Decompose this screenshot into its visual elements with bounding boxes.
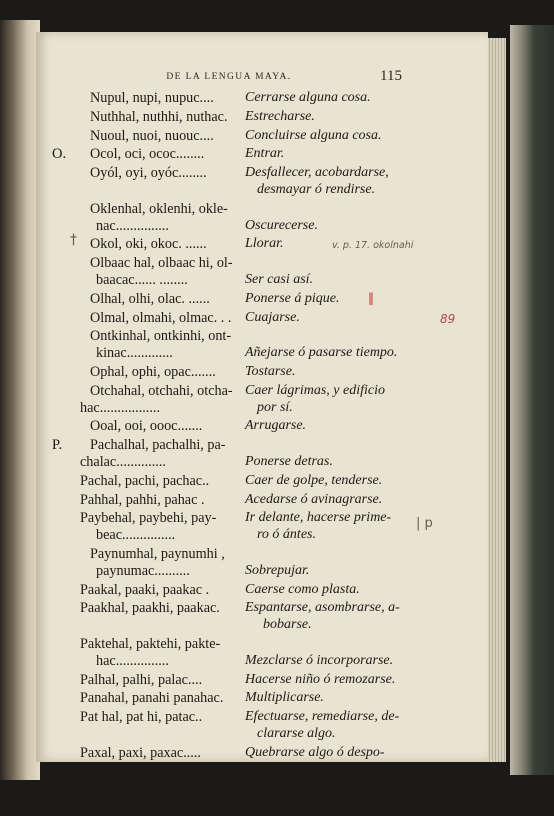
lemma: Ophal, ophi, opac....... xyxy=(90,363,216,380)
lemma: Olbaac hal, olbaac hi, ol- xyxy=(90,255,233,272)
entry xyxy=(36,690,488,707)
gloss: Quebrarse algo ó despo- xyxy=(245,744,385,760)
entry xyxy=(36,255,488,289)
gloss: Caerse como plasta. xyxy=(245,581,360,597)
lemma: Paynumhal, paynumhi , xyxy=(90,545,225,562)
entry xyxy=(36,328,488,362)
handwritten-mark: | p xyxy=(416,516,433,532)
entry xyxy=(36,582,488,599)
gloss: Arrugarse. xyxy=(245,418,307,434)
entry xyxy=(36,745,488,779)
lemma: Ocol, oci, ococ........ xyxy=(90,146,205,163)
entry xyxy=(36,128,488,145)
gloss: Mezclarse ó incorporarse. xyxy=(245,652,394,668)
gloss-continuation: clararse algo. xyxy=(257,725,336,741)
lemma: Nuoul, nuoi, nuouc.... xyxy=(90,127,214,144)
lemma: Paakhal, paakhi, paakac. xyxy=(80,600,220,617)
entry xyxy=(36,109,488,126)
lemma: Ontkinhal, ontkinhi, ont- xyxy=(90,328,232,345)
lemma: Oyól, oyi, oyóc........ xyxy=(90,165,207,182)
lemma: Nupul, nupi, nupuc.... xyxy=(90,90,214,106)
entry xyxy=(36,418,488,435)
gloss: Oscurecerse. xyxy=(245,217,318,233)
entry xyxy=(36,709,488,743)
lemma: Paybehal, paybehi, pay- xyxy=(80,510,217,527)
lemma: Panahal, panahi panahac. xyxy=(80,690,224,707)
book-spine-right xyxy=(510,25,554,775)
lemma: Paakal, paaki, paakac . xyxy=(80,581,210,598)
gloss: Espantarse, asombrarse, a- xyxy=(245,600,400,616)
gloss-continuation: blarse. xyxy=(257,761,296,777)
lemma: Pempemhal, pememhi , xyxy=(80,780,214,797)
lemma-continuation: kinac............. xyxy=(96,345,173,362)
page-number: 115 xyxy=(380,68,402,84)
lemma: Olmal, olmahi, olmac. . . xyxy=(90,309,232,326)
lemma: Nuthhal, nuthhi, nuthac. xyxy=(90,108,228,125)
lemma: Paktehal, paktehi, pakte- xyxy=(80,635,221,652)
entry xyxy=(36,492,488,509)
gloss-continuation: ro ó ántes. xyxy=(257,527,316,543)
gloss: Hacerse niño ó remozarse. xyxy=(245,671,396,687)
lemma: Pat hal, pat hi, patac.. xyxy=(80,709,203,726)
entry xyxy=(36,672,488,689)
gloss: Ponerse detras. xyxy=(245,453,333,469)
entry xyxy=(36,437,488,471)
gloss: Llorar. xyxy=(245,236,284,252)
gloss: Efectuarse, remediarse, de- xyxy=(245,709,400,725)
entry xyxy=(36,310,488,327)
lemma-continuation: pempemac.......... xyxy=(96,797,193,814)
entry xyxy=(36,232,488,253)
entry xyxy=(36,291,488,308)
lemma-continuation: hac................. xyxy=(80,399,160,416)
page-annotation: 89 xyxy=(440,311,456,326)
lemma-continuation: paynumac.......... xyxy=(96,562,190,579)
gloss: Concluirse alguna cosa. xyxy=(245,127,382,143)
gloss-continuation: por sí. xyxy=(257,399,293,415)
gloss: Sobrepujar. xyxy=(245,562,310,578)
gloss: Estrecharse. xyxy=(245,108,315,124)
lemma: Okol, oki, okoc. ...... xyxy=(90,236,207,253)
book-binding-left xyxy=(0,20,40,780)
entry xyxy=(36,636,488,670)
gloss: Ir delante, hacerse prime- xyxy=(245,510,392,526)
lemma: Olhal, olhi, olac. ...... xyxy=(90,290,210,307)
lemma: Pachalhal, pachalhi, pa- xyxy=(90,437,226,454)
entry xyxy=(36,546,488,580)
gloss-continuation: desmayar ó rendirse. xyxy=(257,181,376,197)
gloss: Acedarse ó avinagrarse. xyxy=(245,491,383,507)
gloss: Añejarse ó pasarse tiempo. xyxy=(245,345,398,361)
red-mark: ‖ xyxy=(368,290,374,305)
lemma: Pahhal, pahhi, pahac . xyxy=(80,491,205,508)
lemma: Palhal, palhi, palac.... xyxy=(80,671,203,688)
margin-cross-mark: † xyxy=(70,232,77,249)
lemma-continuation: chalac.............. xyxy=(80,453,166,470)
section-letter: P. xyxy=(52,437,63,454)
gloss: Ponerse á pique. xyxy=(245,290,340,306)
gloss-continuation: bobarse. xyxy=(263,617,312,633)
entry xyxy=(36,146,488,163)
entry xyxy=(36,780,488,814)
entry xyxy=(36,473,488,490)
lemma: Oklenhal, oklenhi, okle- xyxy=(90,200,228,217)
book-page xyxy=(36,32,488,814)
entry xyxy=(36,510,488,544)
gloss: Ahitarse ó aventarse. xyxy=(245,797,365,813)
lemma: Ooal, ooi, oooc....... xyxy=(90,418,203,435)
gloss: Entrar. xyxy=(245,146,285,162)
gloss: Ser casi así. xyxy=(245,271,314,287)
entry xyxy=(36,201,488,235)
gloss: Multiplicarse. xyxy=(245,690,324,706)
gloss: Tostarse. xyxy=(245,363,296,379)
entry xyxy=(36,383,488,417)
gloss: Caer lágrimas, y edificio xyxy=(245,382,385,398)
lemma-continuation: hac............... xyxy=(96,652,169,669)
entry xyxy=(36,600,488,634)
dictionary-entries xyxy=(36,90,488,816)
gloss: Cuajarse. xyxy=(245,309,300,325)
page-header xyxy=(36,68,488,88)
lemma: Paxal, paxi, paxac..... xyxy=(80,744,201,761)
lemma: Otchahal, otchahi, otcha- xyxy=(90,382,233,399)
running-title: DE LA LENGUA MAYA. xyxy=(166,72,292,82)
gloss: Caer de golpe, tenderse. xyxy=(245,472,383,488)
handwritten-note: v. p. 17. okolnahi xyxy=(332,240,414,252)
gloss: Desfallecer, acobardarse, xyxy=(245,165,389,181)
entry xyxy=(36,165,488,199)
lemma-continuation: beac............... xyxy=(96,527,176,544)
lemma: Pachal, pachi, pachac.. xyxy=(80,472,210,489)
entry xyxy=(36,364,488,381)
lemma-continuation: nac............... xyxy=(96,217,169,234)
section-letter: O. xyxy=(52,146,67,163)
gloss: Cerrarse alguna cosa. xyxy=(245,90,371,105)
lemma-continuation: baacac...... ........ xyxy=(96,271,188,288)
entry xyxy=(36,90,488,107)
